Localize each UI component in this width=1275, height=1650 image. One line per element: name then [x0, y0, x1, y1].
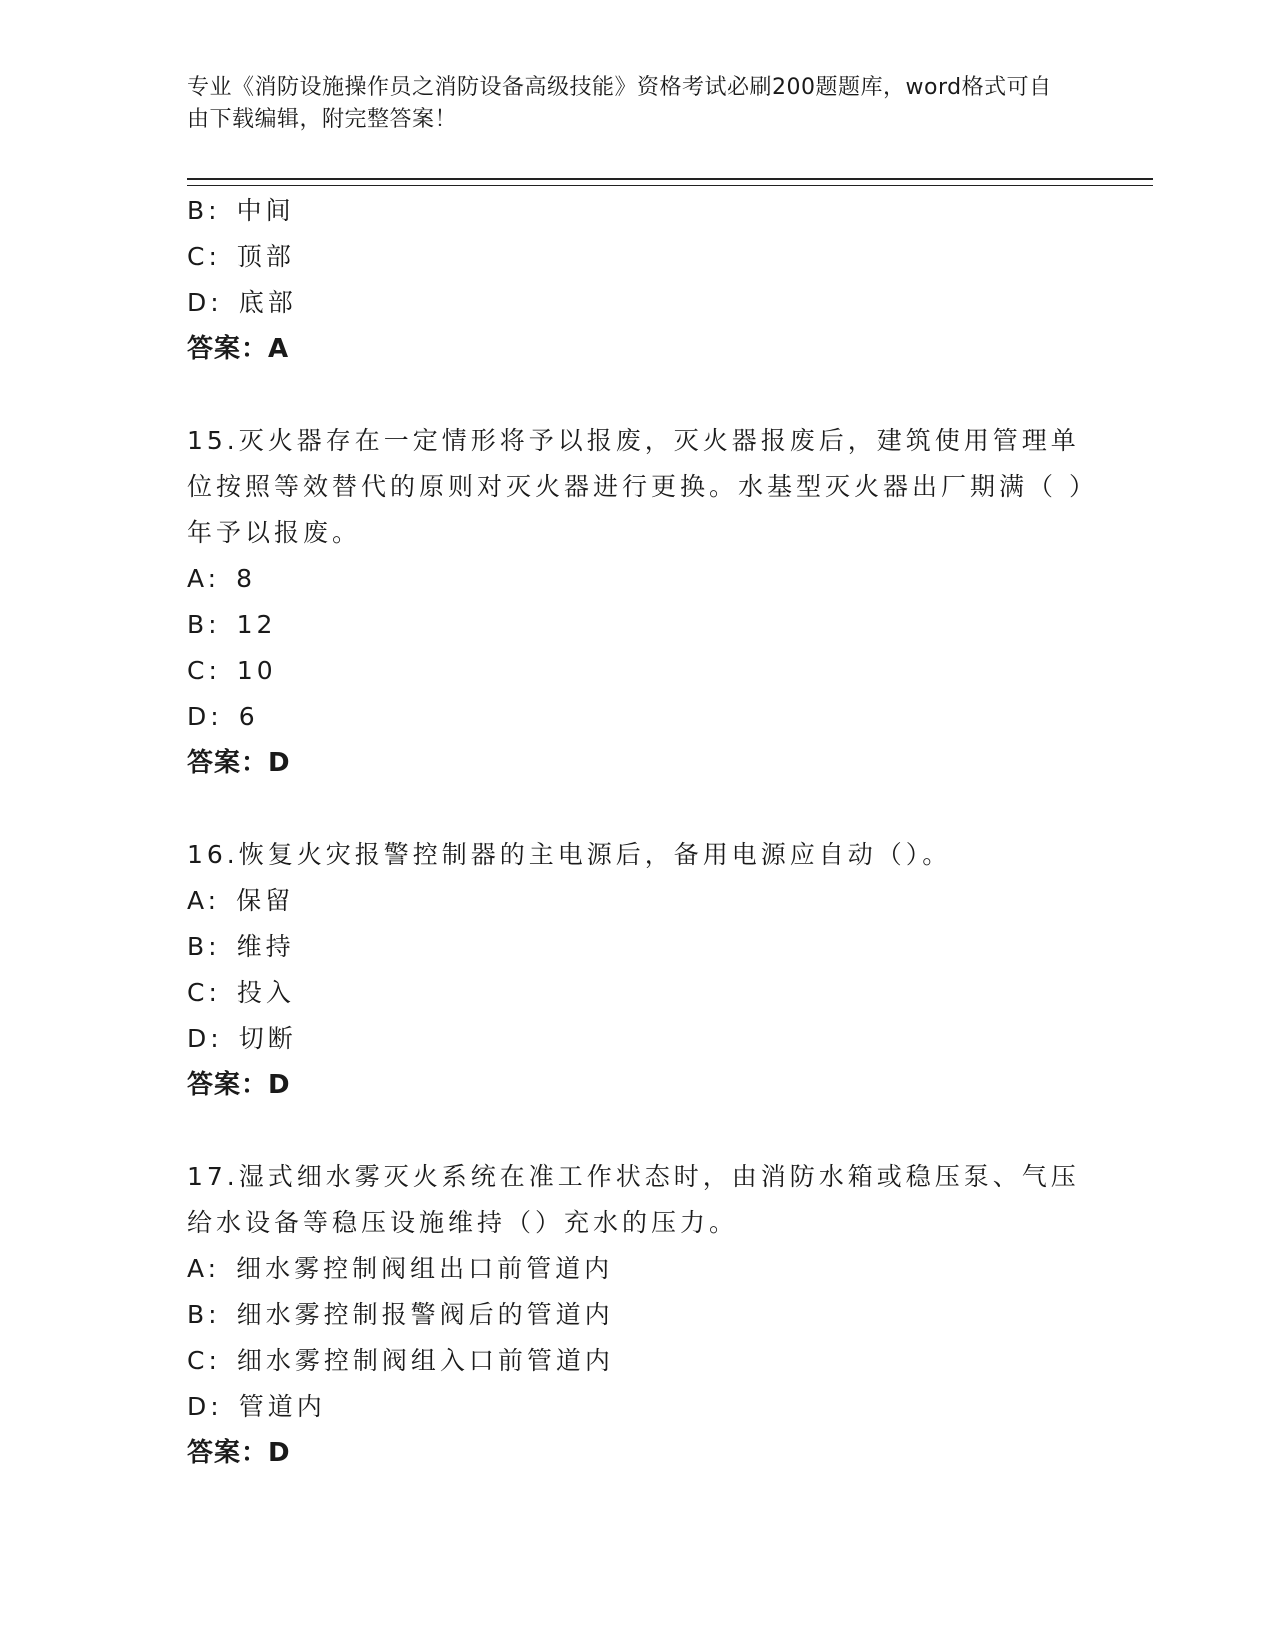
- option-label: A:: [187, 886, 221, 915]
- option-a: [187, 878, 1087, 924]
- option-label: C:: [187, 1346, 221, 1375]
- answer-line: 答案：A: [187, 334, 290, 364]
- option-text: 细水雾控制报警阀后的管道内: [236, 1300, 614, 1329]
- option-text: 底部: [238, 288, 297, 317]
- option-text: 细水雾控制阀组出口前管道内: [236, 1254, 614, 1283]
- option-a: [187, 556, 1087, 602]
- option-c: [187, 648, 1087, 694]
- option-label: A:: [187, 1254, 221, 1283]
- option-text: 中间: [236, 196, 295, 225]
- option-b: [187, 1292, 1087, 1338]
- option-a: [187, 1246, 1087, 1292]
- option-d: [187, 280, 1087, 326]
- option-c: [187, 970, 1087, 1016]
- carryover-options: [187, 188, 1087, 372]
- option-b: [187, 924, 1087, 970]
- option-text: 管道内: [238, 1392, 326, 1421]
- option-label: D:: [187, 1024, 223, 1053]
- option-d: [187, 1016, 1087, 1062]
- option-label: C:: [187, 978, 221, 1007]
- question-content: [187, 188, 1087, 1476]
- answer-line: 答案：D: [187, 748, 291, 778]
- option-text: 切断: [238, 1024, 297, 1053]
- option-text: 8: [236, 564, 256, 593]
- option-label: B:: [187, 932, 221, 961]
- option-text: 6: [238, 702, 259, 731]
- option-d: [187, 1384, 1087, 1430]
- question-text: 16.恢复火灾报警控制器的主电源后，备用电源应自动（）。: [187, 840, 952, 869]
- option-text: 投入: [236, 978, 295, 1007]
- page-header: 专业《消防设施操作员之消防设备高级技能》资格考试必刷200题题库，word格式可自由下载编辑，附完整答案！: [187, 75, 1052, 132]
- option-text: 12: [236, 610, 277, 639]
- option-text: 细水雾控制阀组入口前管道内: [236, 1346, 614, 1375]
- option-text: 保留: [236, 886, 295, 915]
- option-label: C:: [187, 656, 221, 685]
- option-label: C:: [187, 242, 221, 271]
- option-label: D:: [187, 1392, 223, 1421]
- option-text: 顶部: [236, 242, 295, 271]
- question-text: 15.灭火器存在一定情形将予以报废，灭火器报废后，建筑使用管理单位按照等效替代的原则对灭火器进行更换。水基型灭火器出厂期满（ ）年予以报废。: [187, 426, 1086, 547]
- question-17: [187, 1154, 1087, 1476]
- option-label: A:: [187, 564, 221, 593]
- option-label: B:: [187, 610, 221, 639]
- option-c: [187, 234, 1087, 280]
- question-text: 17.湿式细水雾灭火系统在准工作状态时，由消防水箱或稳压泵、气压给水设备等稳压设施维持（）充水的压力。: [187, 1162, 1080, 1237]
- option-label: D:: [187, 288, 223, 317]
- option-b: [187, 602, 1087, 648]
- question-16: [187, 832, 1087, 1108]
- header-divider: [187, 178, 1153, 186]
- option-d: [187, 694, 1087, 740]
- option-b: [187, 188, 1087, 234]
- option-text: 10: [236, 656, 277, 685]
- answer-line: 答案：D: [187, 1438, 291, 1468]
- option-c: [187, 1338, 1087, 1384]
- answer-line: 答案：D: [187, 1070, 291, 1100]
- option-label: B:: [187, 1300, 221, 1329]
- question-15: [187, 418, 1087, 786]
- option-label: B:: [187, 196, 221, 225]
- option-text: 维持: [236, 932, 295, 961]
- option-label: D:: [187, 702, 223, 731]
